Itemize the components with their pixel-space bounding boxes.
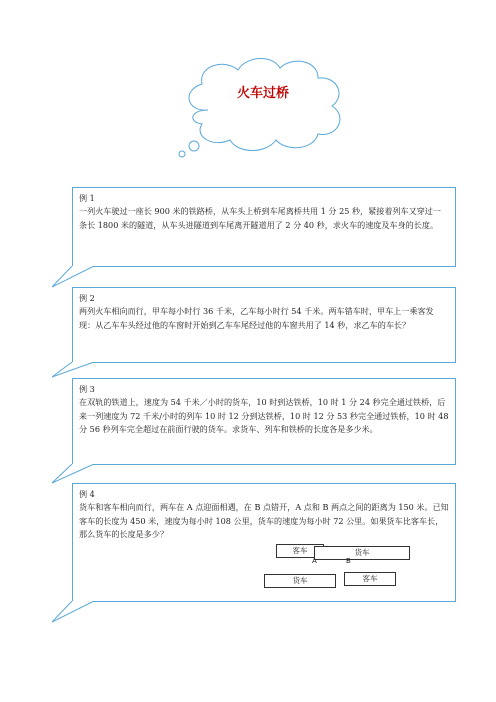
example-4-text: 货车和客车相向而行，两车在 A 点迎面相遇，在 B 点错开，A 点和 B 两点之间的距离为 150 米。已知客车的长度为 450 米，速度为每小时 108 公里，货车的速度为每小时 72 公里。如果货车比客车长，那么货车的长度是多少？ [79, 502, 449, 540]
diagram-top-passenger-car: 客车 [276, 544, 324, 558]
example-2-callout-tail [52, 362, 112, 378]
example-1-text: 一列火车驶过一座长 900 米的铁路桥，从车头上桥到车尾离桥共用 1 分 25 秒，紧接着列车又穿过一条长 1800 米的隧道，从车头进隧道到车尾离开隧道用了 2 分 40 秒，求火车的速度及车身的长度。 [79, 206, 441, 230]
title-cloud [168, 50, 358, 160]
example-3-label: 例 3 [79, 384, 95, 394]
diagram-point-a: A [312, 557, 317, 565]
train-diagram [260, 544, 410, 594]
example-1-callout-tail [52, 266, 112, 288]
diagram-bottom-freight-car: 货车 [264, 574, 336, 588]
example-1-box [72, 187, 456, 267]
example-3-callout-tail [52, 464, 112, 484]
example-3-box [72, 378, 456, 465]
page-title: 火车过桥 [236, 86, 289, 101]
diagram-top-freight-car: 货车 [314, 546, 410, 560]
example-4-label: 例 4 [79, 489, 95, 499]
example-2-text: 两列火车相向而行，甲车每小时行 36 千米，乙车每小时行 54 千米。两车错车时，甲车上一乘客发现：从乙车车头经过他的车窗时开始到乙车车尾经过他的车窗共用了 14 秒，求乙车的车长？ [79, 306, 434, 330]
example-4-callout-tail [52, 601, 112, 623]
example-2-box [72, 287, 456, 363]
example-1-label: 例 1 [79, 193, 95, 203]
diagram-point-b: B [346, 557, 351, 565]
example-3-text: 在双轨的铁道上，速度为 54 千米／小时的货车，10 时到达铁桥，10 时 1 分 24 秒完全通过铁桥，后来一列速度为 72 千米/小时的列车 10 时 12 分到达铁桥，10 时 12 分 53 秒完全通过铁桥，10 时 48 分 56 秒列车完全超过在前面行驶的货车。求货车、列车和铁桥的长度各是多少米。 [79, 397, 449, 435]
diagram-bottom-passenger-car: 客车 [344, 572, 396, 586]
example-2-label: 例 2 [79, 293, 95, 303]
cloud-shape [168, 50, 358, 160]
